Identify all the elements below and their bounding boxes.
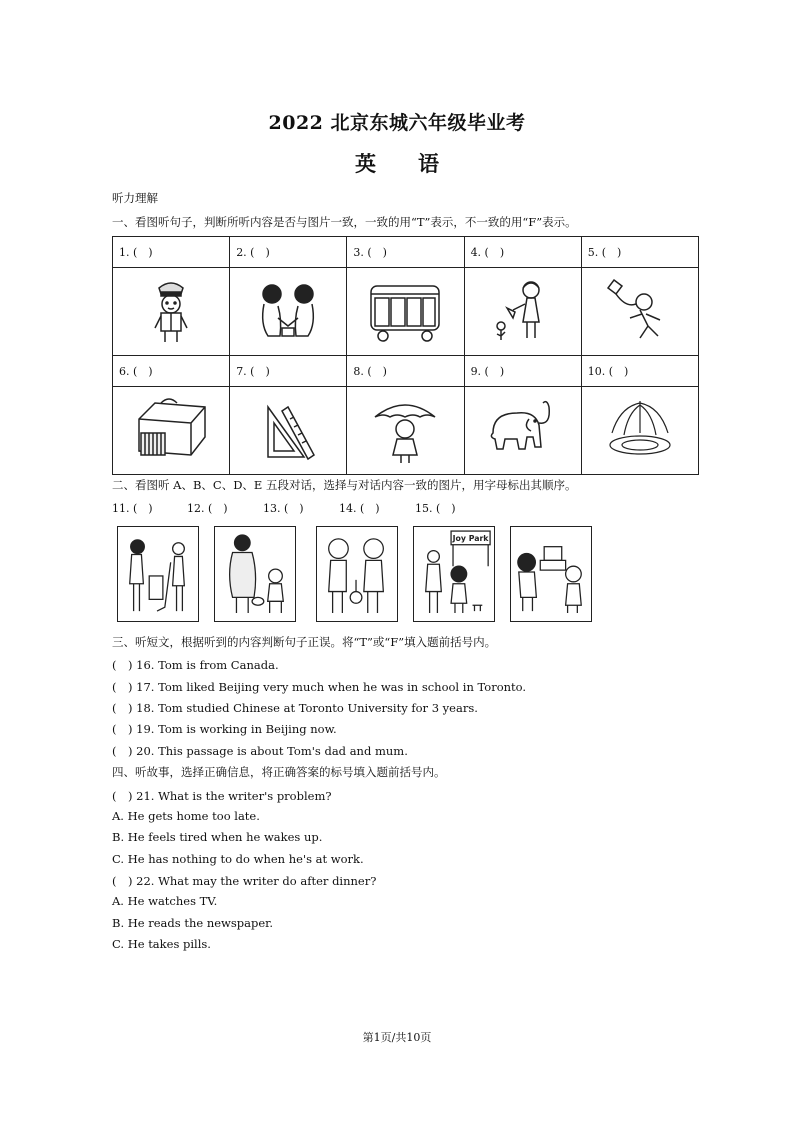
q21-option-c: C. He has nothing to do when he's at work. (112, 852, 364, 866)
q11-label: 11. ( ) (112, 502, 153, 515)
q19-statement: ( ) 19. Tom is working in Beijing now. (112, 722, 337, 736)
part3-instruction: 三、听短文，根据听到的内容判断句子正误。将“T”或“F”填入题前括号内。 (112, 635, 497, 649)
fountain-icon (600, 393, 680, 465)
page-number: 第1页/共10页 (362, 1031, 432, 1044)
ruler-set-icon (248, 393, 328, 465)
q21-question: ( ) 21. What is the writer's problem? (112, 789, 332, 803)
q17-statement: ( ) 17. Tom liked Beijing very much when he was in school in Toronto. (112, 680, 527, 694)
luggage-icon (131, 393, 211, 465)
q9-label: 9. ( ) (464, 355, 581, 386)
two-kids-reading-icon (248, 274, 328, 346)
q8-label: 8. ( ) (347, 355, 464, 386)
q16-statement: ( ) 16. Tom is from Canada. (112, 658, 279, 672)
q1-label: 1. ( ) (113, 237, 230, 268)
q22-option-b: B. He reads the newspaper. (112, 916, 274, 930)
dialogue-picture-1 (117, 526, 199, 622)
joy-park-sign: Joy Park (452, 533, 489, 543)
part1-instruction: 一、看图听句子，判断所听内容是否与图片一致，一致的用“T”表示，不一致的用“F”表示。 (112, 215, 577, 229)
q18-statement: ( ) 18. Tom studied Chinese at Toronto University for 3 years. (112, 701, 478, 715)
q7-label: 7. ( ) (230, 355, 347, 386)
girl-umbrella-icon (365, 393, 445, 465)
recycle-bins-icon (365, 274, 445, 346)
q15-label: 15. ( ) (415, 502, 456, 515)
q3-label: 3. ( ) (347, 237, 464, 268)
dialogue-picture-3 (316, 526, 398, 622)
dialogue-picture-5 (510, 526, 592, 622)
part1-picture-table (112, 236, 699, 475)
q22-option-c: C. He takes pills. (112, 937, 211, 951)
exam-title: 2022 北京东城六年级毕业考 (268, 112, 526, 134)
q13-label: 13. ( ) (263, 502, 304, 515)
part2-instruction: 二、看图听 A、B、C、D、E 五段对话，选择与对话内容一致的图片，用字母标出其顺序。 (112, 478, 577, 492)
boy-flying-kite-icon (600, 274, 680, 346)
q2-label: 2. ( ) (230, 237, 347, 268)
q12-label: 12. ( ) (187, 502, 228, 515)
section-heading: 听力理解 (112, 191, 158, 205)
q22-question: ( ) 22. What may the writer do after dinner? (112, 874, 377, 888)
dialogue-picture-2 (214, 526, 296, 622)
q22-option-a: A. He watches TV. (112, 894, 218, 908)
q20-statement: ( ) 20. This passage is about Tom's dad and mum. (112, 744, 408, 758)
q6-label: 6. ( ) (113, 355, 230, 386)
dialogue-picture-4 (413, 526, 495, 622)
q21-option-b: B. He feels tired when he wakes up. (112, 830, 323, 844)
q5-label: 5. ( ) (581, 237, 698, 268)
q14-label: 14. ( ) (339, 502, 380, 515)
girl-watering-flower-icon (483, 274, 563, 346)
policeman-icon (131, 274, 211, 346)
q4-label: 4. ( ) (464, 237, 581, 268)
subject-title: 英 语 (355, 151, 439, 176)
q10-label: 10. ( ) (581, 355, 698, 386)
elephant-icon (483, 393, 563, 465)
part4-instruction: 四、听故事，选择正确信息，将正确答案的标号填入题前括号内。 (112, 765, 446, 779)
q21-option-a: A. He gets home too late. (112, 809, 260, 823)
